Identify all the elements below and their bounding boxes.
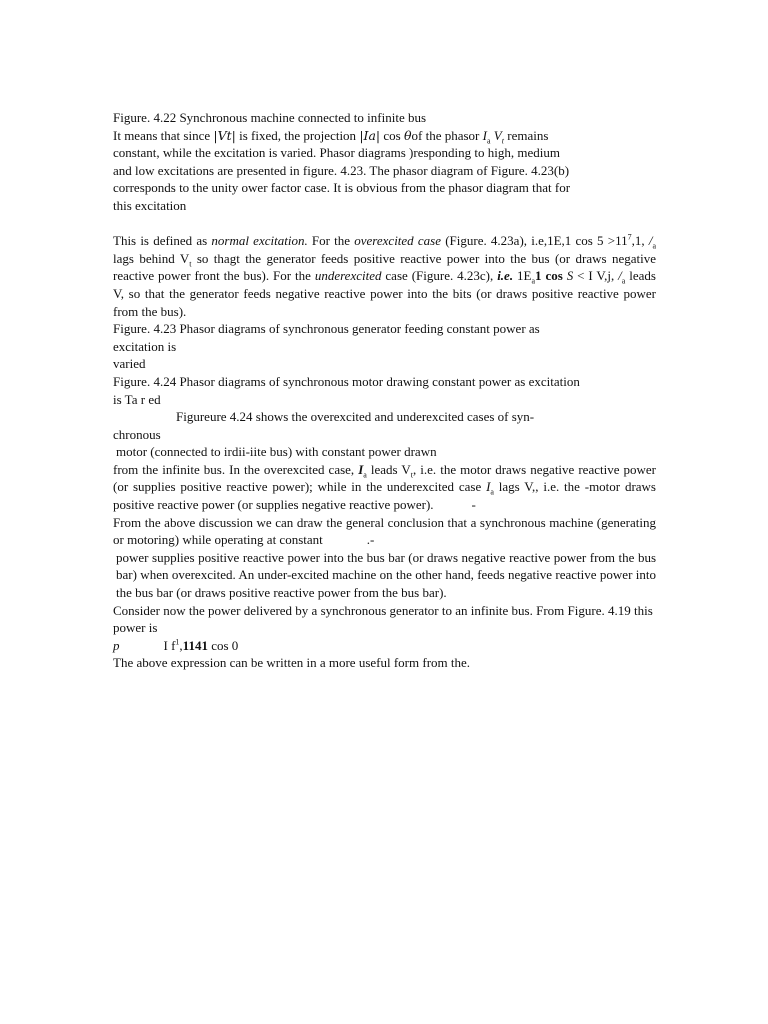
paragraph-motor-connected: motor (connected to irdii-iite bus) with constant power drawn — [116, 444, 437, 460]
figure-caption-4-24: Figure. 4.24 Phasor diagrams of synchronous motor drawing constant power as excitation is Ta r ed — [113, 373, 580, 407]
figure-caption-4-22: Figure. 4.22 Synchronous machine connected to infinite bus — [113, 110, 427, 125]
document-body — [113, 109, 656, 672]
paragraph-projection: It means that since |Vt| is fixed, the projection |Ia| cos θof the phasor $I_a$ $V_t$ remains constant, while the excitation is varied. Phasor diagrams )responding to high, medium and low excitations are presented in figure. 4.23. The phasor diagram of Figure. 4.23(b) corresponds to the unity ower factor case. It is obvious from the phasor diagram that for this excitation — [113, 127, 571, 213]
paragraph-reactive-power: power supplies positive reactive power into the bus bar (or draws negative reactive power from the bus bar) when overexcited. An under-excited machine on the other hand, feeds negative reactive power into the bus bar (or draws positive reactive power from the bus bar). — [116, 549, 656, 601]
paragraph-overexcited-motor: from the infinite bus. In the overexcited case, $I_a$ leads $V_t$, i.e. the motor draws negative reactive power (or supplies positive reactive power); while in the underexcited case $I_a$ lags V,, i.e. the -motor draws positive reactive power (or supplies negative reactive power). - — [113, 461, 656, 513]
paragraph-useful-form: The above expression can be written in a more useful form from the. — [113, 655, 471, 671]
paragraph-chronous: chronous — [113, 426, 161, 442]
paragraph-figure-4-24-intro: Figureure 4.24 shows the overexcited and underexcited cases of syn- — [176, 409, 535, 425]
paragraph-general-conclusion: From the above discussion we can draw the general conclusion that a synchronous machine (generating or motoring) while operating at constant .- — [113, 514, 656, 548]
figure-caption-4-23: Figure. 4.23 Phasor diagrams of synchronous generator feeding constant power as excitation is varied — [113, 321, 540, 372]
power-equation: p I $f^1,1141$ cos 0 — [113, 637, 239, 653]
paragraph-normal-excitation: This is defined as normal excitation. For the overexcited case (Figure. 4.23a), i.e,1E,1 $\cos 5 >11^7,1$, $/_a$ lags behind $V_t$ so thagt the generator feeds positive reactive power into the bus (or draws negative reactive power front the bus). For the underexcited case (Figure. 4.23c), i.e. $1E_a1$ cos S < I V,j, $/_a$ leads V, so that the generator feeds negative reactive power into the bits (or draws positive reactive power from the bus). — [113, 232, 657, 319]
paragraph-power-delivered: Consider now the power delivered by a synchronous generator to an infinite bus. From Figure. 4.19 this power is — [113, 602, 653, 636]
